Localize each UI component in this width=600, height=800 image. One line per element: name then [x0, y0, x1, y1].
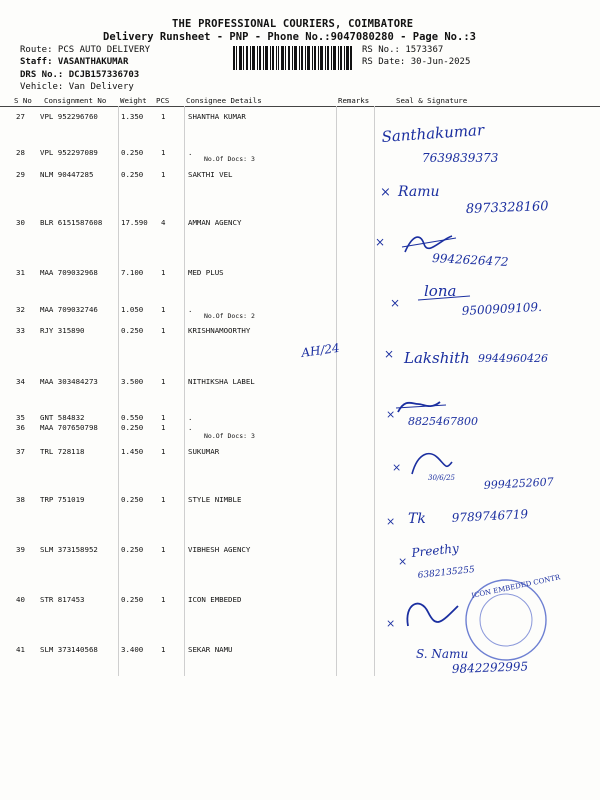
signature-30-icon	[405, 236, 452, 252]
tick-mark-icon: ×	[386, 408, 396, 421]
row-consignee: SHANTHA KUMAR	[188, 112, 246, 121]
company-stamp-icon	[466, 573, 562, 660]
row-sno: 39	[16, 545, 25, 554]
phone-31: 9500909109.	[461, 299, 543, 318]
docs-count: No.Of Docs: 2	[204, 312, 255, 320]
row-weight: 0.250	[121, 545, 144, 554]
phone-35: 8825467800	[408, 415, 478, 428]
row-consignment: BLR 6151587608	[40, 218, 103, 227]
row-weight: 0.250	[121, 595, 144, 604]
row-sno: 36	[16, 423, 25, 432]
row-consignee: .	[188, 413, 193, 422]
row-pcs: 1	[161, 495, 166, 504]
row-pcs: 1	[161, 595, 166, 604]
row-consignee: MED PLUS	[188, 268, 224, 277]
row-consignment: NLM 90447285	[40, 170, 94, 179]
row-pcs: 1	[161, 268, 166, 277]
row-weight: 1.350	[121, 112, 144, 121]
row-weight: 3.400	[121, 645, 144, 654]
tick-mark-icon: ×	[386, 515, 396, 528]
row-consignee: NITHIKSHA LABEL	[188, 377, 255, 386]
phone-41: 9842292995	[451, 659, 529, 676]
row-sno: 30	[16, 218, 25, 227]
tick-mark-icon: ×	[384, 347, 395, 361]
rs-number: RS No.: 1573367	[362, 45, 444, 55]
row-consignment: TRL 728118	[40, 447, 85, 456]
tick-mark-icon: ×	[390, 296, 401, 310]
runsheet-subtitle: Delivery Runsheet - PNP - Phone No.:9047080280 - Page No.:3	[103, 31, 476, 43]
tick-mark-icon: ×	[398, 555, 408, 568]
row-sno: 40	[16, 595, 25, 604]
col-consignment: Consignment No	[44, 96, 107, 105]
stamp-text: ICON EMBEDED CONTR	[470, 573, 561, 600]
row-consignment: MAA 707650798	[40, 423, 98, 432]
row-consignment: MAA 303484273	[40, 377, 98, 386]
col-seal: Seal & Signature	[396, 96, 468, 105]
signature-31: lona	[424, 282, 457, 300]
docs-count: No.Of Docs: 3	[204, 432, 255, 440]
phone-27: 7639839373	[422, 151, 499, 165]
tick-mark-icon: ×	[392, 461, 402, 474]
col-consignee: Consignee Details	[186, 96, 262, 105]
row-sno: 31	[16, 268, 25, 277]
row-sno: 32	[16, 305, 25, 314]
row-weight: 0.250	[121, 423, 144, 432]
docs-count: No.Of Docs: 3	[204, 155, 255, 163]
row-weight: 0.250	[121, 148, 144, 157]
row-consignment: VPL 952297089	[40, 148, 98, 157]
remark-33: AH/24	[300, 340, 341, 360]
row-pcs: 1	[161, 170, 166, 179]
row-consignee: VIBHESH AGENCY	[188, 545, 251, 554]
row-sno: 29	[16, 170, 25, 179]
row-sno: 41	[16, 645, 25, 654]
tick-mark-icon: ×	[386, 617, 396, 630]
row-weight: 1.450	[121, 447, 144, 456]
row-pcs: 1	[161, 423, 166, 432]
company-title: THE PROFESSIONAL COURIERS, COIMBATORE	[172, 18, 414, 30]
row-weight: 0.250	[121, 170, 144, 179]
signature-40-icon	[407, 604, 458, 626]
row-sno: 28	[16, 148, 25, 157]
vehicle-label: Vehicle: Van Delivery	[20, 82, 134, 92]
signature-39: Preethy	[410, 541, 460, 560]
row-pcs: 1	[161, 326, 166, 335]
row-consignee: SUKUMAR	[188, 447, 220, 456]
row-pcs: 4	[161, 218, 166, 227]
row-consignment: MAA 709032746	[40, 305, 98, 314]
col-pcs: PCS	[156, 96, 170, 105]
row-pcs: 1	[161, 112, 166, 121]
row-weight: 0.250	[121, 495, 144, 504]
row-sno: 33	[16, 326, 25, 335]
row-consignee: STYLE NIMBLE	[188, 495, 242, 504]
phone-33: 9944960426	[478, 352, 548, 365]
row-pcs: 1	[161, 305, 166, 314]
row-weight: 7.100	[121, 268, 144, 277]
signature-27: Santhakumar	[381, 120, 485, 146]
row-consignment: MAA 709032968	[40, 268, 98, 277]
signature-29: Ramu	[398, 184, 440, 200]
tick-mark-icon: ×	[380, 185, 391, 200]
row-pcs: 1	[161, 377, 166, 386]
row-consignee: SAKTHI VEL	[188, 170, 233, 179]
row-consignee: SEKAR NAMU	[188, 645, 233, 654]
phone-30: 9942626472	[431, 251, 509, 269]
phone-38: 9789746719	[451, 507, 529, 525]
row-weight: 1.050	[121, 305, 144, 314]
col-remarks: Remarks	[338, 96, 370, 105]
col-sno: S No	[14, 96, 32, 105]
tick-mark-icon: ×	[375, 235, 386, 249]
row-consignment: STR 817453	[40, 595, 85, 604]
row-sno: 35	[16, 413, 25, 422]
row-consignee: .	[188, 423, 193, 432]
row-sno: 38	[16, 495, 25, 504]
row-weight: 3.500	[121, 377, 144, 386]
row-consignee: ICON EMBEDED	[188, 595, 242, 604]
row-sno: 27	[16, 112, 25, 121]
row-consignment: RJY 315890	[40, 326, 85, 335]
row-pcs: 1	[161, 645, 166, 654]
phone-37: 9994252607	[483, 475, 555, 492]
signature-41: S. Namu	[416, 647, 469, 661]
row-consignment: SLM 373158952	[40, 545, 98, 554]
signature-37-icon	[412, 454, 452, 474]
route-label: Route: PCS AUTO DELIVERY	[20, 45, 151, 55]
drs-label: DRS No.: DCJB157336703	[20, 70, 140, 80]
row-pcs: 1	[161, 447, 166, 456]
row-consignment: TRP 751019	[40, 495, 85, 504]
col-weight: Weight	[120, 96, 147, 105]
phone-29: 8973328160	[465, 199, 549, 217]
phone-39: 6382135255	[417, 565, 476, 581]
row-consignee: KRISHNAMOORTHY	[188, 326, 251, 335]
row-consignee: .	[188, 305, 193, 314]
row-pcs: 1	[161, 148, 166, 157]
row-sno: 37	[16, 447, 25, 456]
row-weight: 0.550	[121, 413, 144, 422]
row-weight: 17.590	[121, 218, 148, 227]
row-weight: 0.250	[121, 326, 144, 335]
row-consignee: .	[188, 148, 193, 157]
staff-label: Staff: VASANTHAKUMAR	[20, 57, 129, 67]
row-pcs: 1	[161, 413, 166, 422]
date-37: 30/6/25	[428, 474, 455, 482]
rs-date: RS Date: 30-Jun-2025	[362, 57, 471, 67]
signature-33: Lakshith	[404, 349, 470, 367]
row-consignee: AMMAN AGENCY	[188, 218, 242, 227]
row-consignment: SLM 373140568	[40, 645, 98, 654]
row-pcs: 1	[161, 545, 166, 554]
row-sno: 34	[16, 377, 25, 386]
row-consignment: GNT 584832	[40, 413, 85, 422]
row-consignment: VPL 952296760	[40, 112, 98, 121]
signature-38-initials: Tk	[408, 511, 426, 527]
